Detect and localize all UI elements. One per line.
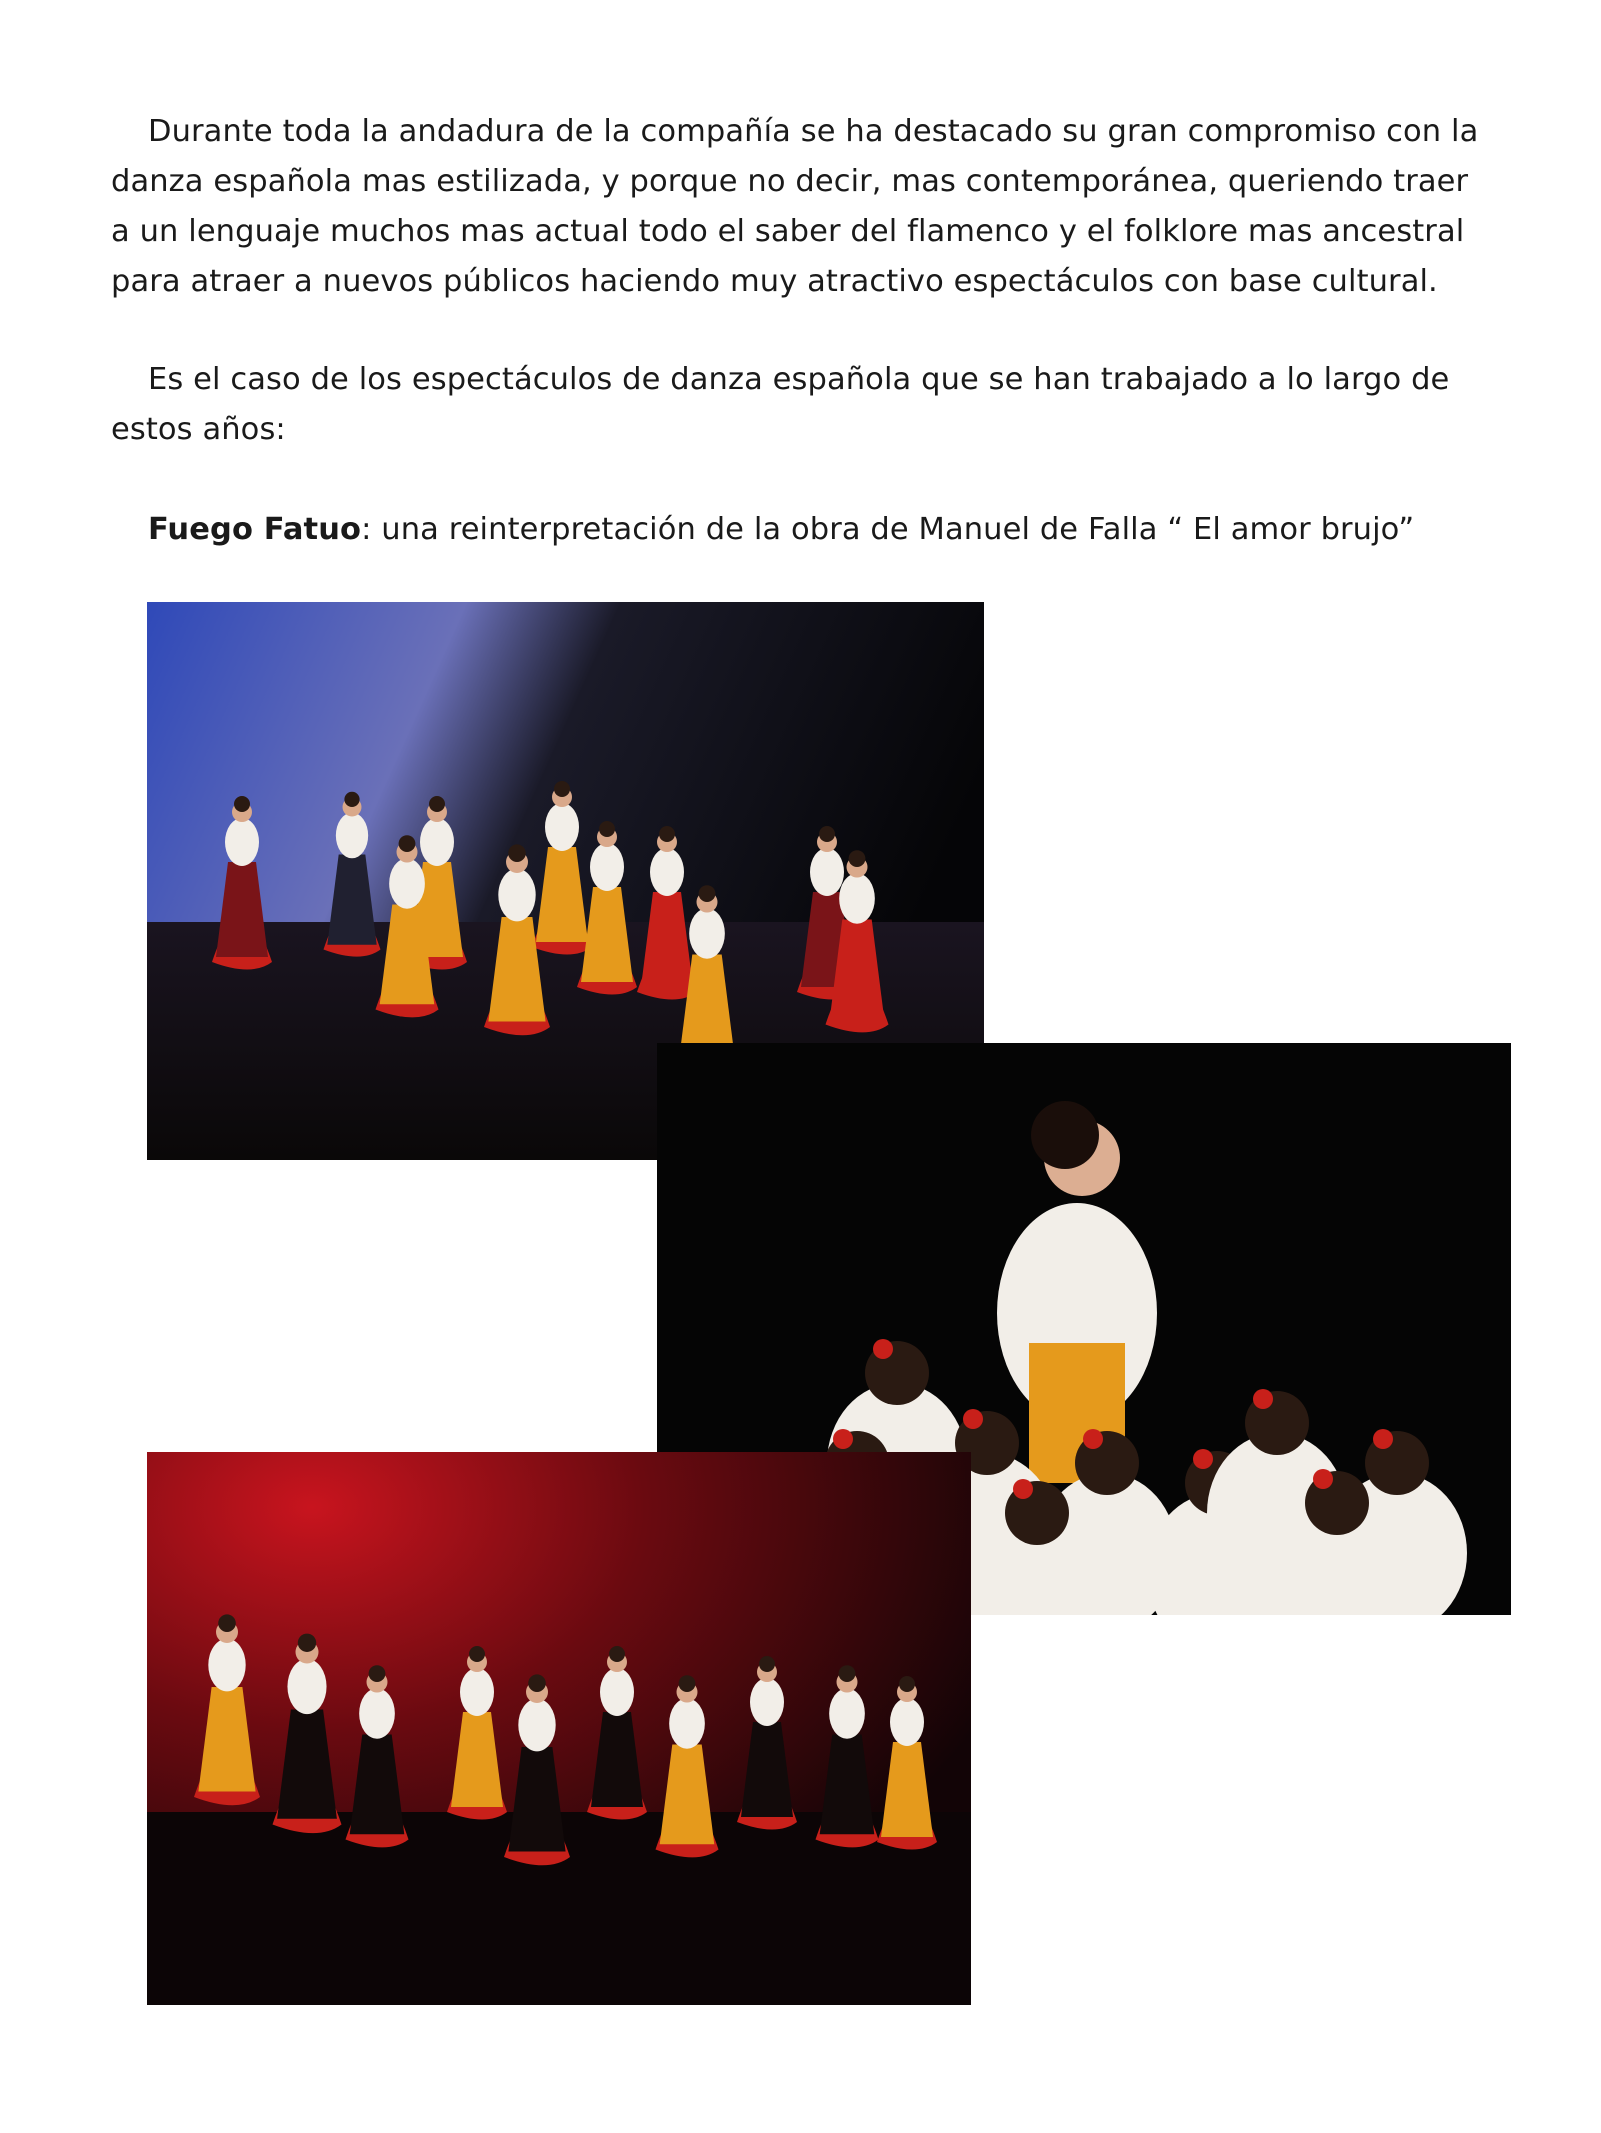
dance-photo-red-stage	[147, 1452, 971, 2005]
flower-icon	[833, 1429, 853, 1449]
flower-icon	[1313, 1469, 1333, 1489]
flower-icon	[1013, 1479, 1033, 1499]
flower-icon	[1373, 1429, 1393, 1449]
show-title: Fuego Fatuo	[148, 512, 362, 547]
flower-icon	[1253, 1389, 1273, 1409]
intro-paragraph: Durante toda la andadura de la compañía se ha destacado su gran compromiso con la danza española mas estilizada, y porque no decir, mas contemporánea, queriendo traer a un lenguaje muchos mas actual todo el saber del flamenco y el folklore mas ancestral para atraer a nuevos públicos haciendo muy atractivo espectáculos con base cultural.	[111, 114, 1479, 299]
show-description: : una reinterpretación de la obra de Manuel de Falla “ El amor brujo”	[361, 512, 1415, 547]
lead-dancer-hair	[1031, 1101, 1099, 1169]
fuego-fatuo-paragraph	[111, 505, 1491, 555]
flower-icon	[1083, 1429, 1103, 1449]
flower-icon	[1193, 1449, 1213, 1469]
flower-icon	[963, 1409, 983, 1429]
shows-paragraph: Es el caso de los espectáculos de danza española que se han trabajado a lo largo de estos años:	[111, 362, 1450, 447]
flower-icon	[873, 1339, 893, 1359]
